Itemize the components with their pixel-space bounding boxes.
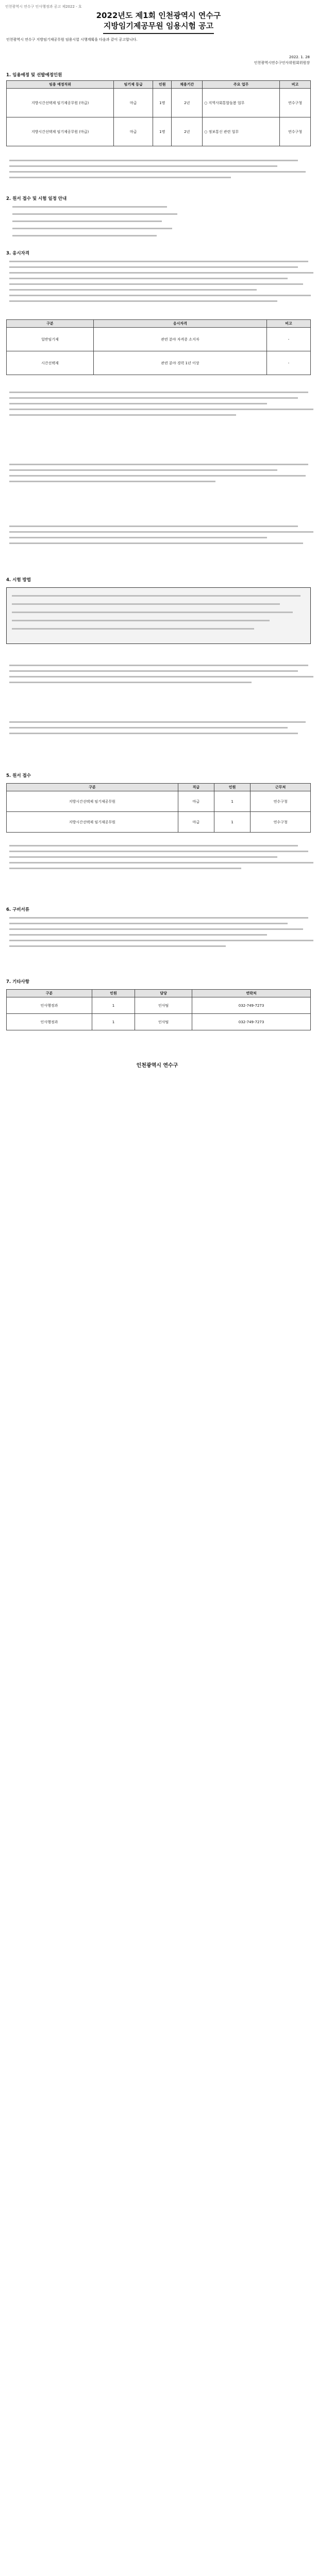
- section-6-title: 6. 구비서류: [6, 907, 29, 912]
- title-block: [0, 10, 317, 31]
- table3-cell: 관련 분야 경력 1년 이상: [93, 351, 266, 375]
- table1-cell: 1명: [153, 117, 172, 146]
- table4-header: 연락처: [192, 990, 311, 997]
- table4-cell: 1: [92, 997, 135, 1014]
- table4-cell: 인사행정과: [7, 997, 92, 1014]
- table4-cell: 1: [92, 1014, 135, 1030]
- table4-cell: 인사팀: [135, 1014, 192, 1030]
- table1-cell: ○ 정보통신 관련 업무: [203, 117, 280, 146]
- requirements-table: [6, 319, 311, 375]
- contact-table: [6, 989, 311, 1030]
- table2-cell: 마급: [178, 791, 214, 812]
- title-line-2: 지방임기제공무원 임용시험 공고: [103, 21, 214, 30]
- table1-header: 인원: [153, 81, 172, 89]
- table2-cell: 지방시간선택제 임기제공무원: [7, 791, 178, 812]
- table2-header: 근무처: [251, 784, 311, 791]
- table2-cell: 연수구청: [251, 791, 311, 812]
- table2-header: 직급: [178, 784, 214, 791]
- table4-header: 구분: [7, 990, 92, 997]
- table4-header: 담당: [135, 990, 192, 997]
- exam-method-box: [6, 587, 311, 644]
- table1-header: 주요 업무: [203, 81, 280, 89]
- table2-cell: 1: [214, 791, 251, 812]
- table3-header: 응시자격: [93, 320, 266, 328]
- section-1-title: 1. 임용예정 및 선발예정인원: [6, 73, 62, 78]
- issuer-name: 인천광역시연수구인사위원회위원장: [254, 61, 310, 65]
- top-note: 인천광역시 연수구 인사행정과 공고 제2022 - 호: [5, 5, 82, 9]
- section-3-title: 3. 응시자격: [6, 251, 29, 256]
- table1-cell: ○ 지역사회통합돌봄 업무: [203, 89, 280, 117]
- table3-cell: -: [267, 351, 311, 375]
- issuer-stamp: 인천광역시 연수구: [136, 1063, 178, 1069]
- section-5-title: 5. 원서 접수: [6, 773, 31, 778]
- intro-text: 인천광역시 연수구 지방임기제공무원 임용시험 시행계획을 다음과 같이 공고합니다.: [6, 38, 138, 42]
- table4-cell: 032-749-7273: [192, 1014, 311, 1030]
- section-4-title: 4. 시험 방법: [6, 578, 31, 583]
- table1-header: 비고: [280, 81, 311, 89]
- table4-header: 인원: [92, 990, 135, 997]
- table1-header: 임기제 등급: [114, 81, 153, 89]
- section-7-title: 7. 기타사항: [6, 979, 29, 985]
- table2-cell: 마급: [178, 812, 214, 833]
- positions-table: [6, 80, 311, 146]
- table1-cell: 2년: [172, 117, 203, 146]
- title-underline: [103, 33, 214, 34]
- table2-header: 구분: [7, 784, 178, 791]
- table3-header: 비고: [267, 320, 311, 328]
- table3-cell: 일반임기제: [7, 328, 94, 351]
- table2-cell: 연수구청: [251, 812, 311, 833]
- table1-cell: 연수구청: [280, 117, 311, 146]
- table3-cell: -: [267, 328, 311, 351]
- table3-header: 구분: [7, 320, 94, 328]
- issue-date: 2022. 1. 28: [289, 55, 310, 59]
- positions-table-2: [6, 783, 311, 833]
- table1-header: 채용기간: [172, 81, 203, 89]
- date-issuer: [254, 55, 310, 66]
- table4-cell: 인사행정과: [7, 1014, 92, 1030]
- table4-cell: 인사팀: [135, 997, 192, 1014]
- table3-cell: 관련 분야 자격증 소지자: [93, 328, 266, 351]
- section-2-title: 2. 원서 접수 및 시험 일정 안내: [6, 196, 67, 201]
- table1-cell: 1명: [153, 89, 172, 117]
- table2-cell: 지방시간선택제 임기제공무원: [7, 812, 178, 833]
- table1-header: 임용 예정직위: [7, 81, 114, 89]
- table4-cell: 032-749-7273: [192, 997, 311, 1014]
- table2-cell: 1: [214, 812, 251, 833]
- table1-cell: 2년: [172, 89, 203, 117]
- table2-header: 인원: [214, 784, 251, 791]
- table1-cell: 지방시간선택제 임기제공무원 (마급): [7, 89, 114, 117]
- table1-cell: 마급: [114, 117, 153, 146]
- table3-cell: 시간선택제: [7, 351, 94, 375]
- title-line-1: 2022년도 제1회 인천광역시 연수구: [96, 11, 221, 20]
- table1-cell: 지방시간선택제 임기제공무원 (마급): [7, 117, 114, 146]
- table1-cell: 연수구청: [280, 89, 311, 117]
- table1-cell: 마급: [114, 89, 153, 117]
